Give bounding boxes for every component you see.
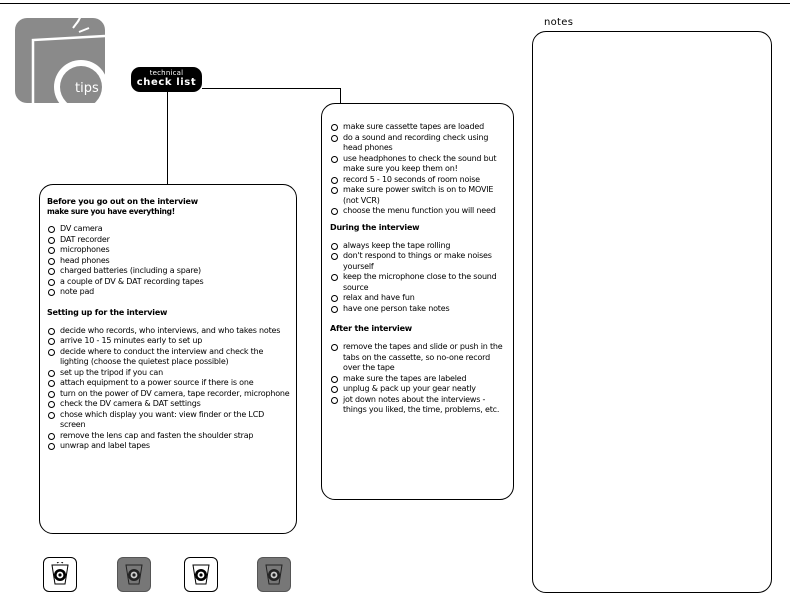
checklist-item: have one person take notes: [330, 304, 508, 315]
checklist-box-during-after: [321, 103, 514, 500]
checklist-item: head phones: [47, 256, 290, 267]
checklist-item: do a sound and recording check using head phones: [330, 133, 508, 154]
camera-icon[interactable]: [43, 557, 77, 592]
checklist-item: decide who records, who interviews, and who takes notes: [47, 326, 290, 337]
checklist-item: choose the menu function you will need: [330, 206, 508, 217]
checklist-item: arrive 10 - 15 minutes early to set up: [47, 336, 290, 347]
checklist-item: decide where to conduct the interview and check the lighting (choose the quietest place possible): [47, 347, 290, 368]
checklist-item: a couple of DV & DAT recording tapes: [47, 277, 290, 288]
connector-horizontal: [202, 88, 340, 89]
checklist-box-before-setup: [39, 184, 297, 534]
notes-label: notes: [544, 17, 574, 28]
top-rule: [0, 3, 790, 4]
setup-heading: Setting up for the interview: [47, 307, 168, 317]
checklist-item: attach equipment to a power source if there is one: [47, 378, 290, 389]
checklist-item: make sure power switch is on to MOVIE (not VCR): [330, 185, 508, 206]
badge-line1: technical: [149, 69, 184, 77]
setup-list: [47, 326, 290, 452]
camera-icon[interactable]: [257, 557, 291, 592]
notes-area[interactable]: [532, 31, 772, 593]
checklist-item: make sure the tapes are labeled: [330, 374, 508, 385]
before-list: [47, 224, 290, 298]
checklist-item: always keep the tape rolling: [330, 241, 508, 252]
checklist-item: DAT recorder: [47, 235, 290, 246]
connector-vertical-mid: [340, 88, 341, 103]
checklist-item: make sure cassette tapes are loaded: [330, 122, 508, 133]
during-list: [330, 241, 508, 315]
checklist-item: remove the tapes and slide or push in the tabs on the cassette, so no-one record over the tape: [330, 342, 508, 374]
checklist-item: check the DV camera & DAT settings: [47, 399, 290, 410]
checklist-item: relax and have fun: [330, 293, 508, 304]
checklist-item: use headphones to check the sound but make sure you keep them on!: [330, 154, 508, 175]
tips-logo-label: tips: [75, 81, 99, 96]
checklist-item: note pad: [47, 287, 290, 298]
camera-icon[interactable]: [117, 557, 151, 592]
checklist-item: jot down notes about the interviews - things you liked, the time, problems, etc.: [330, 395, 508, 416]
before-heading: Before you go out on the interview: [47, 197, 198, 206]
checklist-item: record 5 - 10 seconds of room noise: [330, 175, 508, 186]
checklist-item: remove the lens cap and fasten the shoulder strap: [47, 431, 290, 442]
after-list: [330, 342, 508, 416]
checklist-item: unwrap and label tapes: [47, 441, 290, 452]
before-subheading: make sure you have everything!: [47, 207, 175, 216]
prep-list: [330, 122, 508, 217]
badge-line2: check list: [136, 77, 197, 88]
checklist-item: DV camera: [47, 224, 290, 235]
during-heading: During the interview: [330, 222, 420, 232]
checklist-item: microphones: [47, 245, 290, 256]
tips-logo[interactable]: [15, 18, 105, 103]
connector-vertical-left: [167, 92, 168, 184]
checklist-item: don't respond to things or make noises yourself: [330, 251, 508, 272]
checklist-item: set up the tripod if you can: [47, 368, 290, 379]
checklist-item: charged batteries (including a spare): [47, 266, 290, 277]
checklist-item: chose which display you want: view finder or the LCD screen: [47, 410, 290, 431]
checklist-item: turn on the power of DV camera, tape recorder, microphone: [47, 389, 290, 400]
camera-icon[interactable]: [184, 557, 218, 592]
checklist-item: keep the microphone close to the sound source: [330, 272, 508, 293]
technical-checklist-badge: [131, 67, 202, 92]
after-heading: After the interview: [330, 324, 412, 333]
checklist-item: unplug & pack up your gear neatly: [330, 384, 508, 395]
